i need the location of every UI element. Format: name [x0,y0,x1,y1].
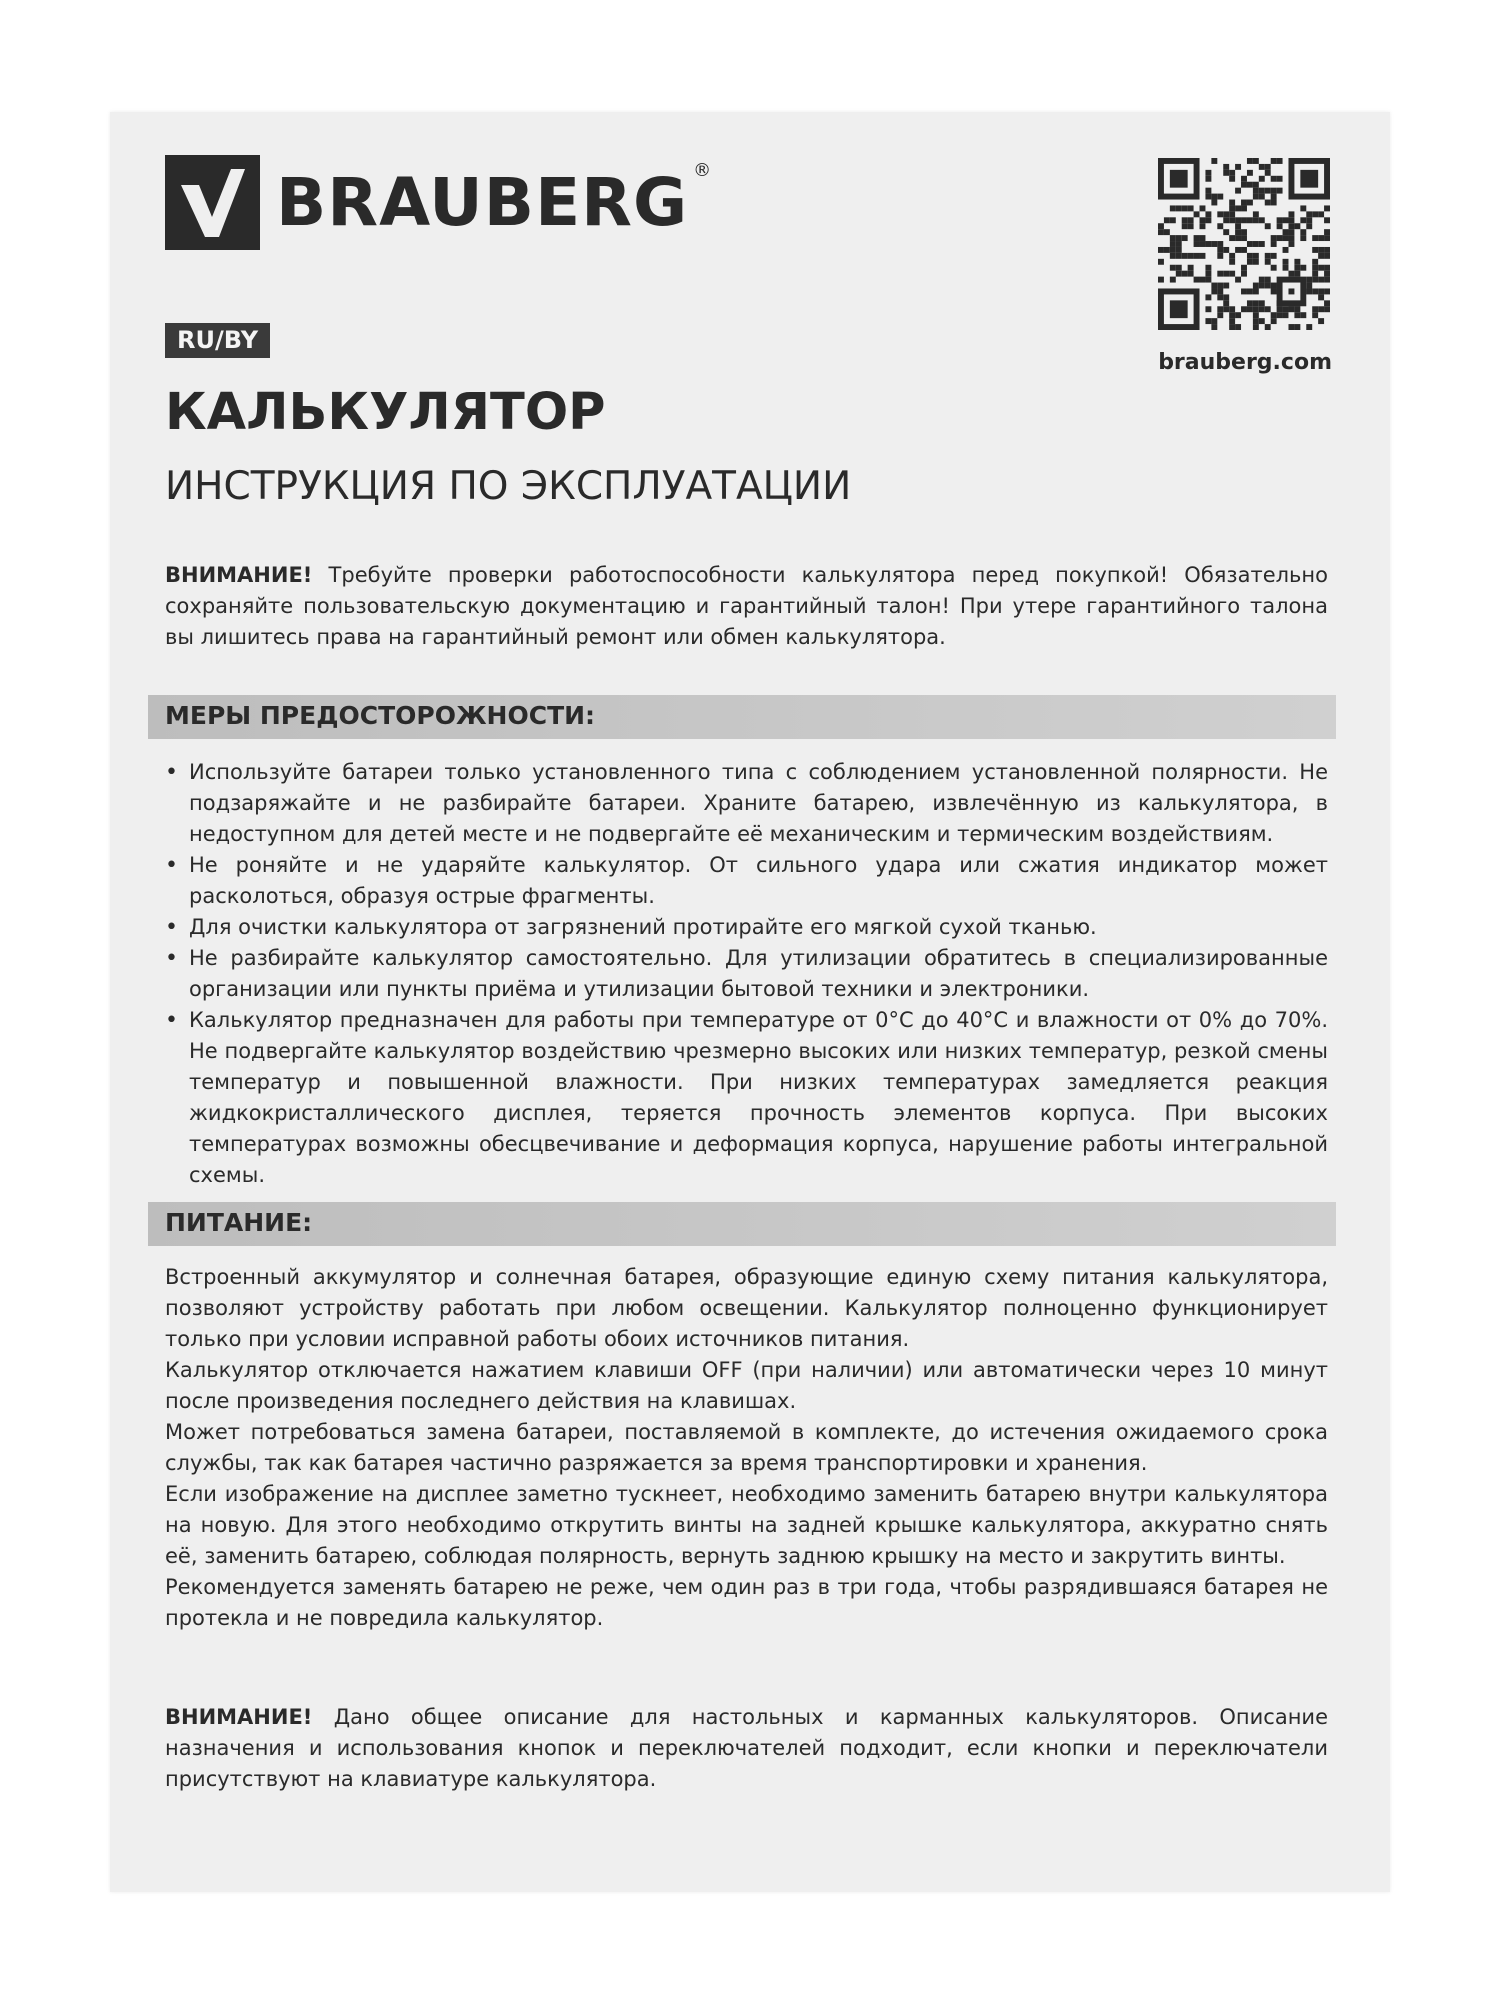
list-item: • Для очистки калькулятора от загрязнений протирайте его мягкой сухой тканью. [165,912,1328,943]
qr-code-icon [1158,158,1330,330]
section-heading-precautions [148,695,1336,739]
paragraph: Может потребоваться замена батареи, поставляемой в комплекте, до истечения ожидаемого срока службы, так как батарея частично разряжается за время транспортировки и хранения. [165,1420,1328,1475]
list-item: • Не роняйте и не ударяйте калькулятор. От сильного удара или сжатия индикатор может расколоться, образуя острые фрагменты. [165,850,1328,912]
paragraph: Калькулятор отключается нажатием клавиши OFF (при наличии) или автоматически через 10 минут после произведения последнего действия на клавишах. [165,1358,1328,1413]
document-title: КАЛЬКУЛЯТОР [165,383,606,442]
website-link[interactable]: brauberg.com [1158,350,1332,375]
paragraph: Если изображение на дисплее заметно тускнеет, необходимо заменить батарею внутри калькулятора на новую. Для этого необходимо открутить винты на задней крышке калькулятора, аккуратно снять её, заменить батарею, соблюдая полярность, вернуть заднюю крышку на место и закрутить винты. [165,1482,1328,1568]
precautions-list [165,757,1328,1191]
intro-warning-label: ВНИМАНИЕ! [165,563,313,587]
brand-logo [165,155,713,250]
list-item: • Используйте батареи только установленного типа с соблюдением установленной полярности. Не подзаряжайте и не разбирайте батареи. Храните батарею, извлечённую из калькулятора, в недоступном для детей месте и не подвергайте её механическим и термическим воздействиям. [165,757,1328,850]
list-item: • Калькулятор предназначен для работы при температуре от 0°C до 40°C и влажности от 0% до 70%. Не подвергайте калькулятор воздействию чрезмерно высоких или низких температур, резкой смены температур и повышенной влажности. При низких температурах замедляется реакция жидкокристаллического дисплея, теряется прочность элементов корпуса. При высоких температурах возможны обесцвечивание и деформация корпуса, нарушение работы интегральной схемы. [165,1005,1328,1191]
brand-name [276,159,713,241]
section-heading-power [148,1202,1336,1246]
document-subtitle: ИНСТРУКЦИЯ ПО ЭКСПЛУАТАЦИИ [165,464,852,509]
precautions-heading: МЕРЫ ПРЕДОСТОРОЖНОСТИ: [165,701,596,730]
checkmark-logo-icon [165,155,260,250]
paragraph: Рекомендуется заменять батарею не реже, чем один раз в три года, чтобы разрядившаяся батарея не протекла и не повредила калькулятор. [165,1575,1328,1630]
final-warning-text: Дано общее описание для настольных и карманных калькуляторов. Описание назначения и использования кнопок и переключателей подходит, если кнопки и переключатели присутствуют на клавиатуре калькулятора. [165,1705,1328,1791]
language-badge: RU/BY [165,323,270,358]
power-heading: ПИТАНИЕ: [165,1208,313,1237]
intro-warning [165,560,1328,653]
power-section [165,1262,1328,1634]
final-warning-label: ВНИМАНИЕ! [165,1705,313,1729]
intro-warning-text: Требуйте проверки работоспособности калькулятора перед покупкой! Обязательно сохраняйте пользовательскую документацию и гарантийный талон! При утере гарантийного талона вы лишитесь права на гарантийный ремонт или обмен калькулятора. [165,563,1328,649]
registered-mark: ® [693,159,713,181]
final-warning [165,1702,1328,1795]
list-item: • Не разбирайте калькулятор самостоятельно. Для утилизации обратитесь в специализированные организации или пункты приёма и утилизации бытовой техники и электроники. [165,943,1328,1005]
paragraph: Встроенный аккумулятор и солнечная батарея, образующие единую схему питания калькулятора, позволяют устройству работать при любом освещении. Калькулятор полноценно функционирует только при условии исправной работы обоих источников питания. [165,1265,1328,1351]
brand-name-text: BRAUBERG [276,163,689,241]
